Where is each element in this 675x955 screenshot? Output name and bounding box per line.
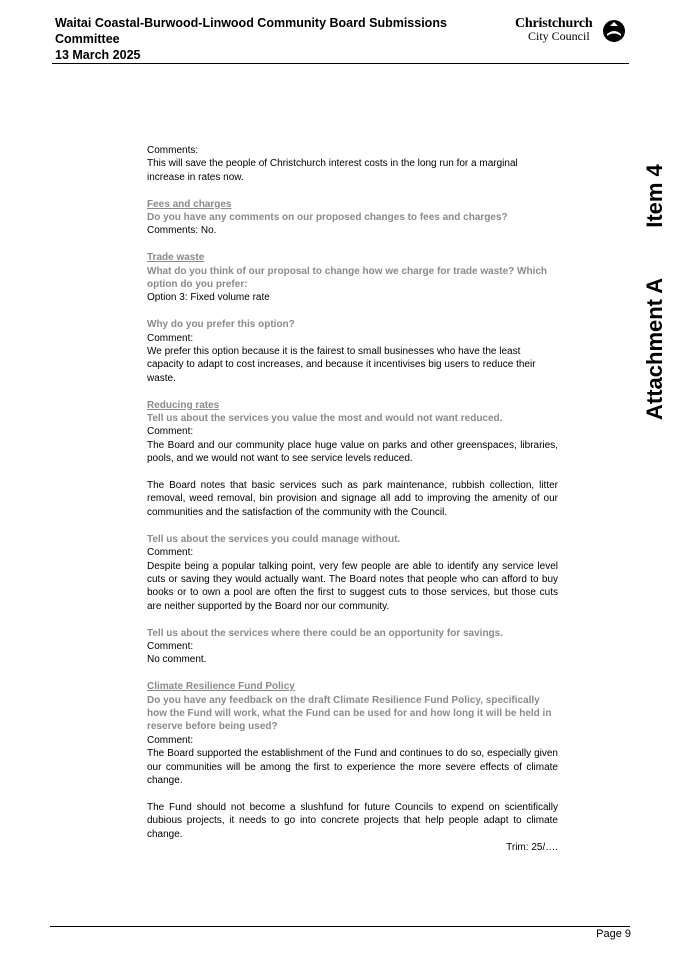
- logo-text-line2: City Council: [528, 29, 590, 43]
- without-question: Tell us about the services you could manage without.: [147, 533, 401, 545]
- climate-answer-2: The Fund should not become a slushfund for future Councils to expend on scientifically dubious projects, it needs to go into concrete projects that help people adapt to climate change.: [147, 801, 558, 840]
- rates-answer-1: The Board and our community place huge value on parks and other greenspaces, libraries, pools, and we would not want to see service levels reduced.: [147, 439, 558, 465]
- why-label: Comment:: [147, 332, 194, 344]
- rates-question: Tell us about the services you value the most and would not want reduced.: [147, 413, 503, 425]
- climate-heading: Climate Resilience Fund Policy: [147, 681, 295, 693]
- climate-question: Do you have any feedback on the draft Climate Resilience Fund Policy, specifically how the Fund will work, what the Fund can be used for and how long it will be held in reserve before being used?: [147, 694, 552, 733]
- why-answer: We prefer this option because it is the fairest to small businesses who have the least capacity to adapt to cost increases, and because it incentivises big users to reduce their waste.: [147, 346, 536, 384]
- council-logo: [515, 16, 630, 44]
- climate-answer-1: The Board supported the establishment of the Fund and continues to do so, especially given our communities will be among the first to experience the more severe effects of climate change.: [147, 748, 558, 786]
- item-label: Item 4: [642, 164, 667, 228]
- intro-label: Comments:: [147, 145, 199, 156]
- rates-answer-2: The Board notes that basic services such as park maintenance, rubbish collection, litter removal, weed removal, bin provision and signage all add to improving the amenity of our communities and the satisfaction of the community with the Council.: [147, 480, 558, 518]
- footer-divider: [50, 926, 630, 927]
- header-divider: [52, 63, 629, 64]
- logo-text-line1: Christchurch: [515, 16, 593, 31]
- rates-heading: Reducing rates: [147, 399, 220, 411]
- savings-question: Tell us about the services where there could be an opportunity for savings.: [147, 627, 504, 639]
- trade-heading: Trade waste: [147, 252, 205, 264]
- without-label: Comment:: [147, 547, 194, 559]
- why-question: Why do you prefer this option?: [147, 319, 295, 331]
- without-answer: Despite being a popular talking point, very few people are able to identify any service level cuts or saving they would actually want. The Board notes that people who can afford to buy books or to own a pool are often the first to suggest cuts to those services, but those cuts are neither supported by the Board nor our community.: [147, 560, 558, 612]
- page-number: Page 9: [596, 928, 631, 940]
- savings-label: Comment:: [147, 640, 194, 652]
- fees-heading: Fees and charges: [147, 198, 232, 210]
- trim-reference: Trim: 25/….: [506, 841, 558, 853]
- trade-question: What do you think of our proposal to change how we charge for trade waste? Which option do you prefer:: [147, 265, 548, 291]
- fees-answer: Comments: No.: [147, 225, 217, 237]
- attachment-label: Attachment A: [642, 277, 667, 420]
- trade-answer: Option 3: Fixed volume rate: [147, 292, 270, 304]
- document-body: [147, 144, 558, 854]
- savings-answer: No comment.: [147, 654, 207, 666]
- rates-label: Comment:: [147, 426, 194, 438]
- council-emblem-icon: [601, 18, 627, 44]
- intro-text: This will save the people of Christchurch interest costs in the long run for a marginal increase in rates now.: [147, 158, 518, 183]
- fees-question: Do you have any comments on our proposed changes to fees and charges?: [147, 212, 508, 224]
- header-title: Waitai Coastal-Burwood-Linwood Community Board Submissions Committee: [55, 16, 447, 46]
- climate-label: Comment:: [147, 734, 194, 746]
- attachment-side-label: [642, 140, 668, 420]
- header-date: 13 March 2025: [55, 48, 141, 62]
